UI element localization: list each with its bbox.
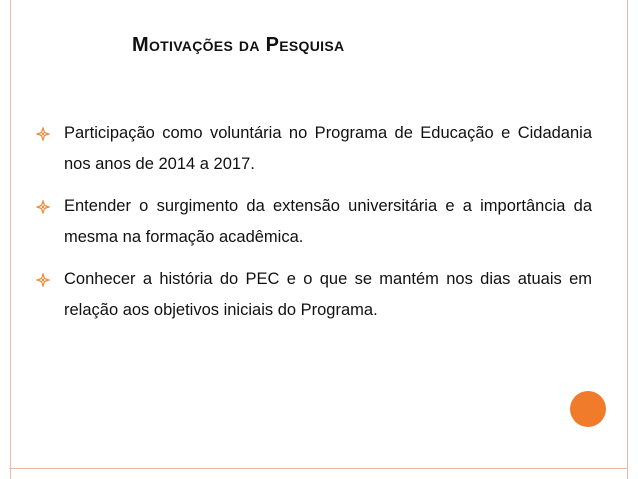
right-border-line (627, 0, 628, 479)
fleuron-bullet-icon (36, 127, 50, 141)
bullet-text: Entender o surgimento da extensão universitária e a importância da mesma na formação acadêmica. (64, 197, 592, 246)
slide-title: Motivações da Pesquisa (132, 34, 345, 56)
bullet-item (36, 118, 592, 180)
fleuron-bullet-icon (36, 200, 50, 214)
orange-circle-decoration (570, 391, 606, 427)
bottom-border-line (9, 468, 628, 469)
bullet-item (36, 191, 592, 253)
bullet-text: Conhecer a história do PEC e o que se mantém nos dias atuais em relação aos objetivos iniciais do Programa. (64, 270, 592, 319)
bullet-text: Participação como voluntária no Programa de Educação e Cidadania nos anos de 2014 a 2017. (64, 124, 592, 173)
bullet-item (36, 264, 592, 326)
bullet-list (36, 118, 592, 337)
left-border-line (9, 0, 11, 479)
fleuron-bullet-icon (36, 273, 50, 287)
